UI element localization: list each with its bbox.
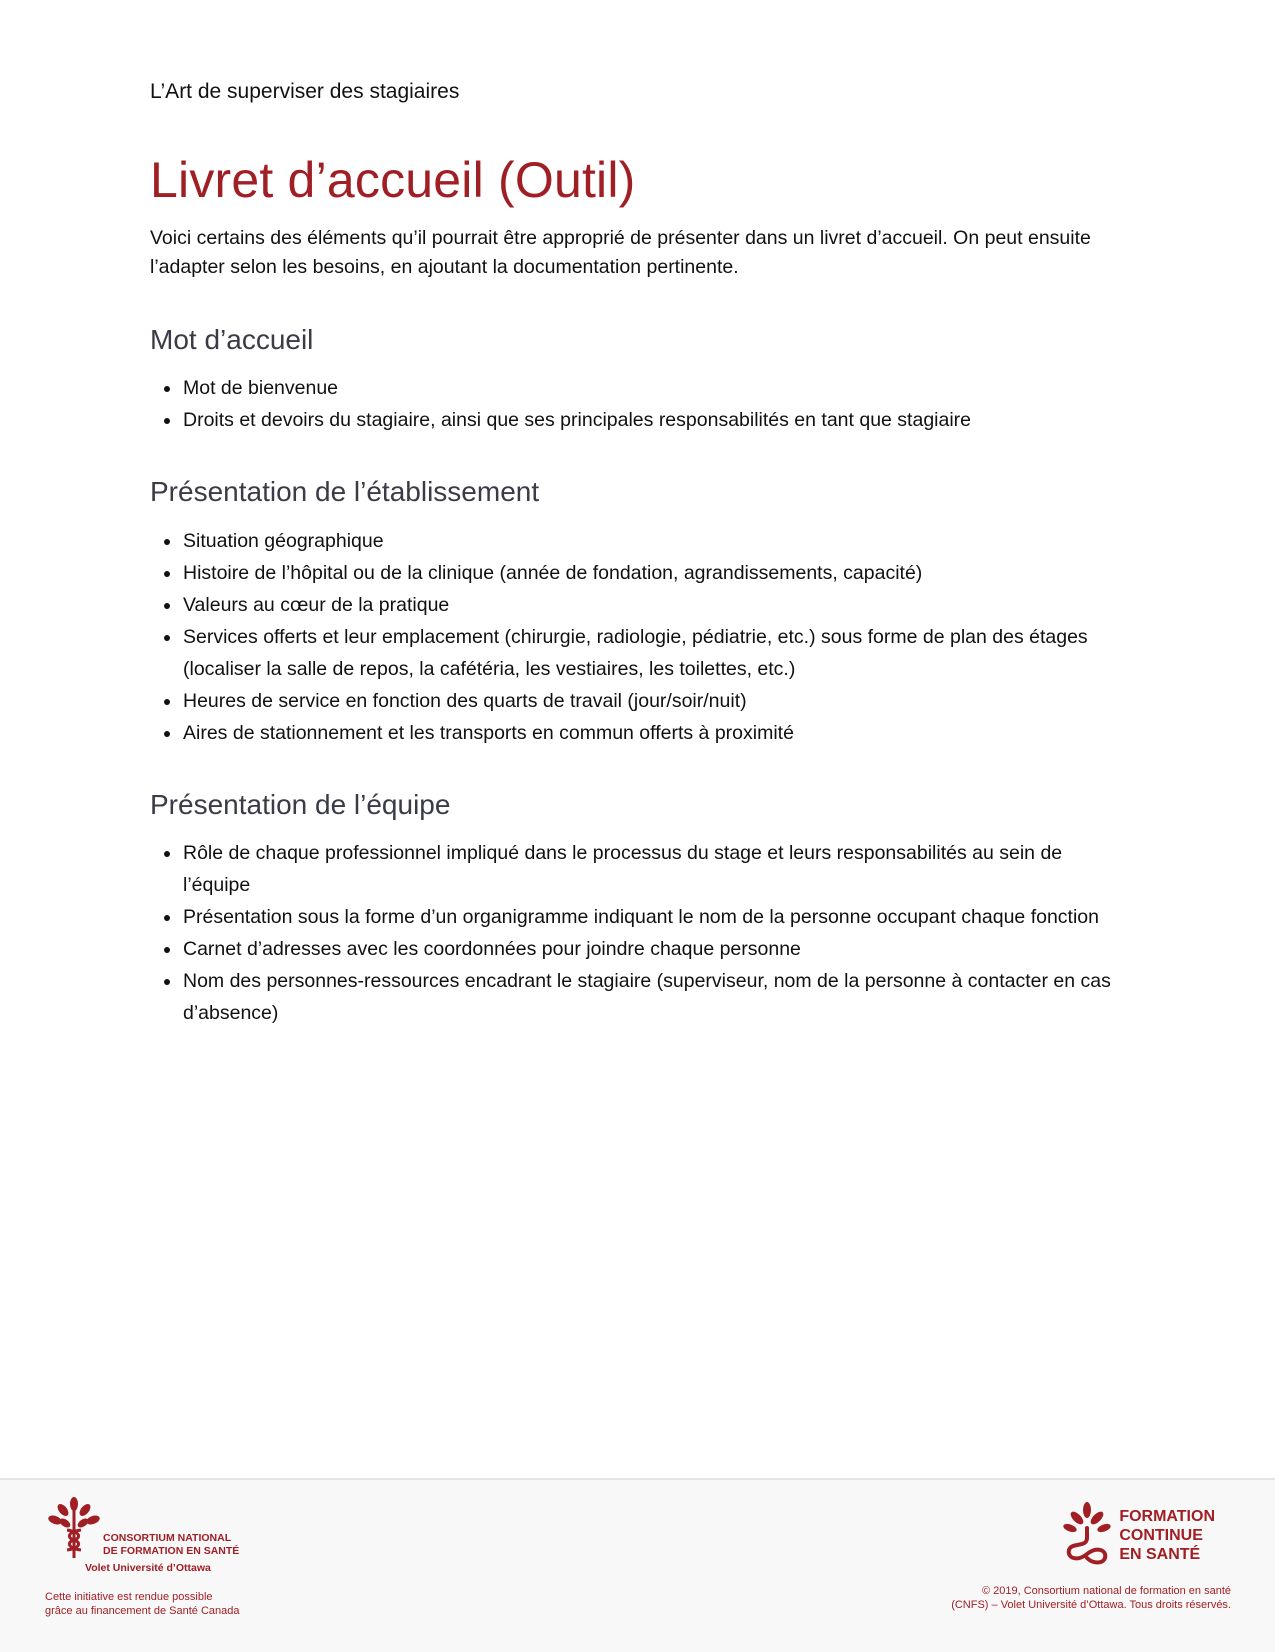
copyright-line: © 2019, Consortium national de formation en santé <box>981 1585 1231 1597</box>
footer-left <box>45 1496 239 1618</box>
fcs-line: EN SANTÉ <box>1119 1545 1201 1563</box>
list-equipe <box>150 837 1130 1029</box>
list-item: Histoire de l’hôpital ou de la clinique (année de fondation, agrandissements, capacité) <box>183 557 1130 589</box>
leaf-knot-icon <box>1063 1502 1111 1568</box>
page-footer <box>0 1478 1275 1652</box>
funding-line: Cette initiative est rendue possible <box>45 1591 213 1603</box>
list-item: Rôle de chaque professionnel impliqué dans le processus du stage et leurs responsabilités au sein de l’équipe <box>183 837 1130 901</box>
list-item: Présentation sous la forme d’un organigramme indiquant le nom de la personne occupant chaque fonction <box>183 901 1130 933</box>
funding-note <box>45 1590 239 1618</box>
list-item: Valeurs au cœur de la pratique <box>183 589 1130 621</box>
list-item: Carnet d’adresses avec les coordonnées pour joindre chaque personne <box>183 933 1130 965</box>
list-item: Aires de stationnement et les transports en commun offerts à proximité <box>183 717 1130 749</box>
fcs-line: FORMATION <box>1119 1507 1215 1525</box>
caduceus-leaf-icon <box>45 1496 103 1560</box>
fcs-logo <box>951 1502 1215 1568</box>
copyright-note <box>951 1584 1231 1612</box>
section-heading-equipe: Présentation de l’équipe <box>150 788 451 820</box>
list-item: Heures de service en fonction des quarts de travail (jour/soir/nuit) <box>183 685 1130 717</box>
list-etablissement <box>150 525 1130 749</box>
list-mot-accueil <box>150 372 1130 436</box>
course-title: L’Art de superviser des stagiaires <box>150 80 460 103</box>
copyright-line: (CNFS) – Volet Université d’Ottawa. Tous droits réservés. <box>951 1599 1231 1611</box>
list-item: Services offerts et leur emplacement (chirurgie, radiologie, pédiatrie, etc.) sous forme de plan des étages (localiser la salle de repos, la cafétéria, les vestiaires, les toilettes, etc.) <box>183 621 1130 685</box>
fcs-wordmark <box>1119 1507 1215 1564</box>
cnfs-line: DE FORMATION EN SANTÉ <box>103 1545 240 1557</box>
cnfs-wordmark <box>103 1532 239 1560</box>
cnfs-line: CONSORTIUM NATIONAL <box>103 1532 232 1544</box>
funding-line: grâce au financement de Santé Canada <box>45 1605 240 1617</box>
document-body <box>150 150 1130 1067</box>
list-item: Situation géographique <box>183 525 1130 557</box>
cnfs-volet: Volet Université d’Ottawa <box>85 1562 211 1574</box>
list-item: Droits et devoirs du stagiaire, ainsi que ses principales responsabilités en tant que stagiaire <box>183 404 1130 436</box>
intro-paragraph: Voici certains des éléments qu’il pourrait être approprié de présenter dans un livret d’accueil. On peut ensuite l’adapter selon les besoins, en ajoutant la documentation pertinente. <box>150 227 1091 278</box>
cnfs-logo <box>45 1496 239 1560</box>
section-heading-mot-accueil: Mot d’accueil <box>150 324 314 355</box>
list-item: Nom des personnes-ressources encadrant le stagiaire (superviseur, nom de la personne à contacter en cas d’absence) <box>183 965 1130 1029</box>
fcs-line: CONTINUE <box>1119 1526 1203 1544</box>
footer-right <box>951 1502 1231 1612</box>
section-heading-etablissement: Présentation de l’établissement <box>150 476 540 508</box>
list-item: Mot de bienvenue <box>183 372 1130 404</box>
document-title: Livret d’accueil (Outil) <box>150 152 636 208</box>
